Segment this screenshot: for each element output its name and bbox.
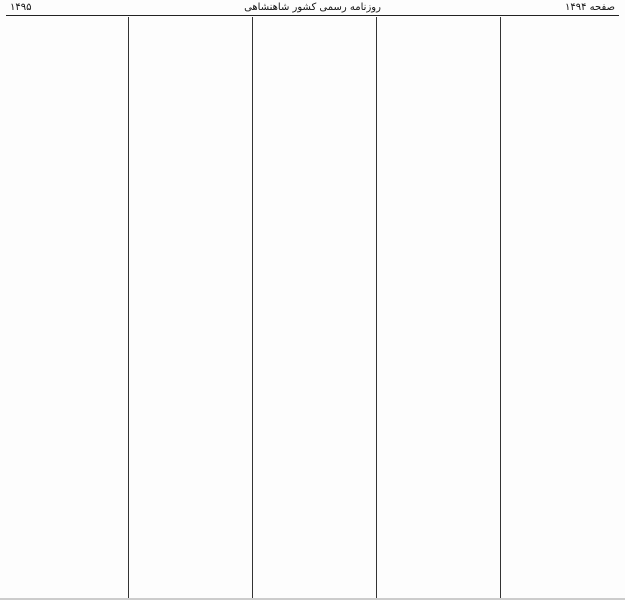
column-divider bbox=[500, 17, 501, 598]
page-label-right: صفحه ۱۴۹۴ bbox=[564, 2, 615, 13]
column-2 bbox=[380, 19, 496, 596]
column-3 bbox=[256, 19, 372, 596]
column-1 bbox=[504, 19, 619, 596]
column-4 bbox=[132, 19, 248, 596]
publication-title: روزنامه رسمی کشور شاهنشاهی bbox=[244, 2, 381, 13]
column-divider bbox=[128, 17, 129, 598]
page-number-left: ۱۴۹۵ bbox=[10, 2, 32, 13]
column-divider bbox=[252, 17, 253, 598]
column-5 bbox=[6, 19, 124, 596]
column-divider bbox=[376, 17, 377, 598]
page-header bbox=[6, 1, 619, 16]
